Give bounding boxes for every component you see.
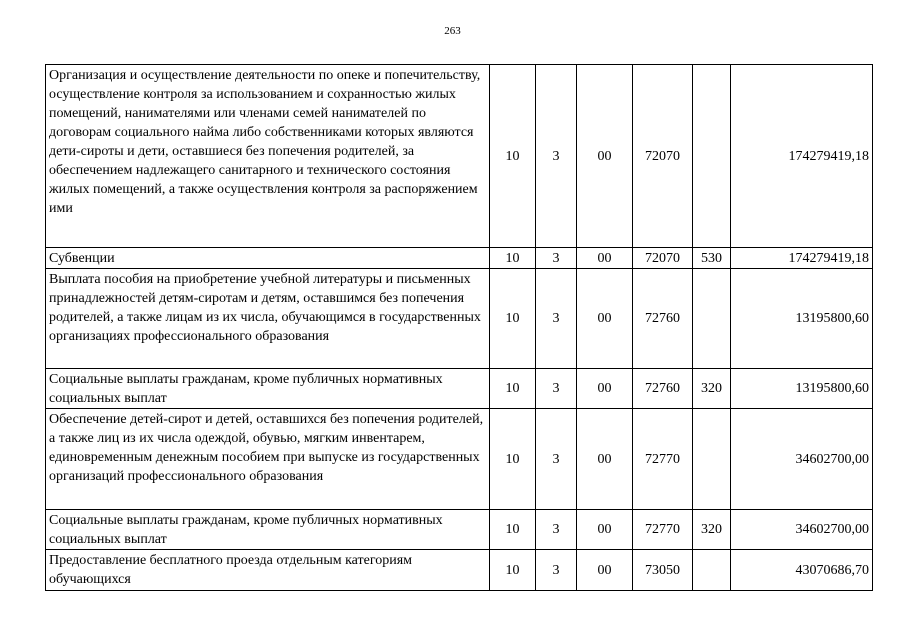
row-section: 10	[490, 248, 536, 269]
row-expense-type	[693, 269, 731, 369]
row-expense-type: 530	[693, 248, 731, 269]
row-amount: 13195800,60	[731, 369, 873, 409]
row-program: 00	[577, 550, 633, 591]
row-program: 00	[577, 269, 633, 369]
row-expense-type	[693, 409, 731, 510]
table-row	[46, 65, 873, 248]
row-article: 72070	[633, 65, 693, 248]
row-section: 10	[490, 369, 536, 409]
row-section: 10	[490, 550, 536, 591]
row-expense-type	[693, 550, 731, 591]
row-subsection: 3	[536, 510, 577, 550]
row-description: Социальные выплаты гражданам, кроме публичных нормативных социальных выплат	[46, 510, 490, 550]
row-subsection: 3	[536, 248, 577, 269]
budget-table	[45, 64, 873, 591]
row-amount: 34602700,00	[731, 510, 873, 550]
row-section: 10	[490, 409, 536, 510]
row-subsection: 3	[536, 409, 577, 510]
table-row	[46, 510, 873, 550]
row-description: Обеспечение детей-сирот и детей, оставшихся без попечения родителей, а также лиц из их числа одеждой, обувью, мягким инвентарем, единовременным денежным пособием при выпуске из государственных организаций профессионального образования	[46, 409, 490, 510]
row-subsection: 3	[536, 369, 577, 409]
row-description: Социальные выплаты гражданам, кроме публичных нормативных социальных выплат	[46, 369, 490, 409]
row-program: 00	[577, 369, 633, 409]
row-section: 10	[490, 65, 536, 248]
row-amount: 13195800,60	[731, 269, 873, 369]
row-article: 72770	[633, 409, 693, 510]
row-description: Организация и осуществление деятельности по опеке и попечительству, осуществление контроля за использованием и сохранностью жилых помещений, нанимателями или членами семей нанимателей по договорам социального найма либо собственниками которых являются дети-сироты и дети, оставшиеся без попечения родителей, за обеспечением надлежащего санитарного и технического состояния жилых помещений, а также осуществления контроля за распоряжением ими	[46, 65, 490, 248]
row-article: 72760	[633, 369, 693, 409]
row-article: 72760	[633, 269, 693, 369]
row-amount: 43070686,70	[731, 550, 873, 591]
page-number: 263	[444, 25, 461, 37]
table-row	[46, 269, 873, 369]
row-amount: 174279419,18	[731, 65, 873, 248]
row-program: 00	[577, 248, 633, 269]
row-article: 72070	[633, 248, 693, 269]
row-expense-type	[693, 65, 731, 248]
row-expense-type: 320	[693, 510, 731, 550]
row-subsection: 3	[536, 550, 577, 591]
row-subsection: 3	[536, 269, 577, 369]
row-article: 72770	[633, 510, 693, 550]
row-subsection: 3	[536, 65, 577, 248]
row-program: 00	[577, 65, 633, 248]
row-program: 00	[577, 409, 633, 510]
row-article: 73050	[633, 550, 693, 591]
row-description: Предоставление бесплатного проезда отдельным категориям обучающихся	[46, 550, 490, 591]
table-row	[46, 248, 873, 269]
row-section: 10	[490, 269, 536, 369]
table-row	[46, 369, 873, 409]
row-program: 00	[577, 510, 633, 550]
row-section: 10	[490, 510, 536, 550]
row-description: Субвенции	[46, 248, 490, 269]
row-amount: 174279419,18	[731, 248, 873, 269]
table-row	[46, 409, 873, 510]
row-amount: 34602700,00	[731, 409, 873, 510]
row-description: Выплата пособия на приобретение учебной литературы и письменных принадлежностей детям-сиротам и детям, оставшимся без попечения родителей, а также лицам из их числа, обучающимся в государственных организациях профессионального образования	[46, 269, 490, 369]
table-row	[46, 550, 873, 591]
row-expense-type: 320	[693, 369, 731, 409]
